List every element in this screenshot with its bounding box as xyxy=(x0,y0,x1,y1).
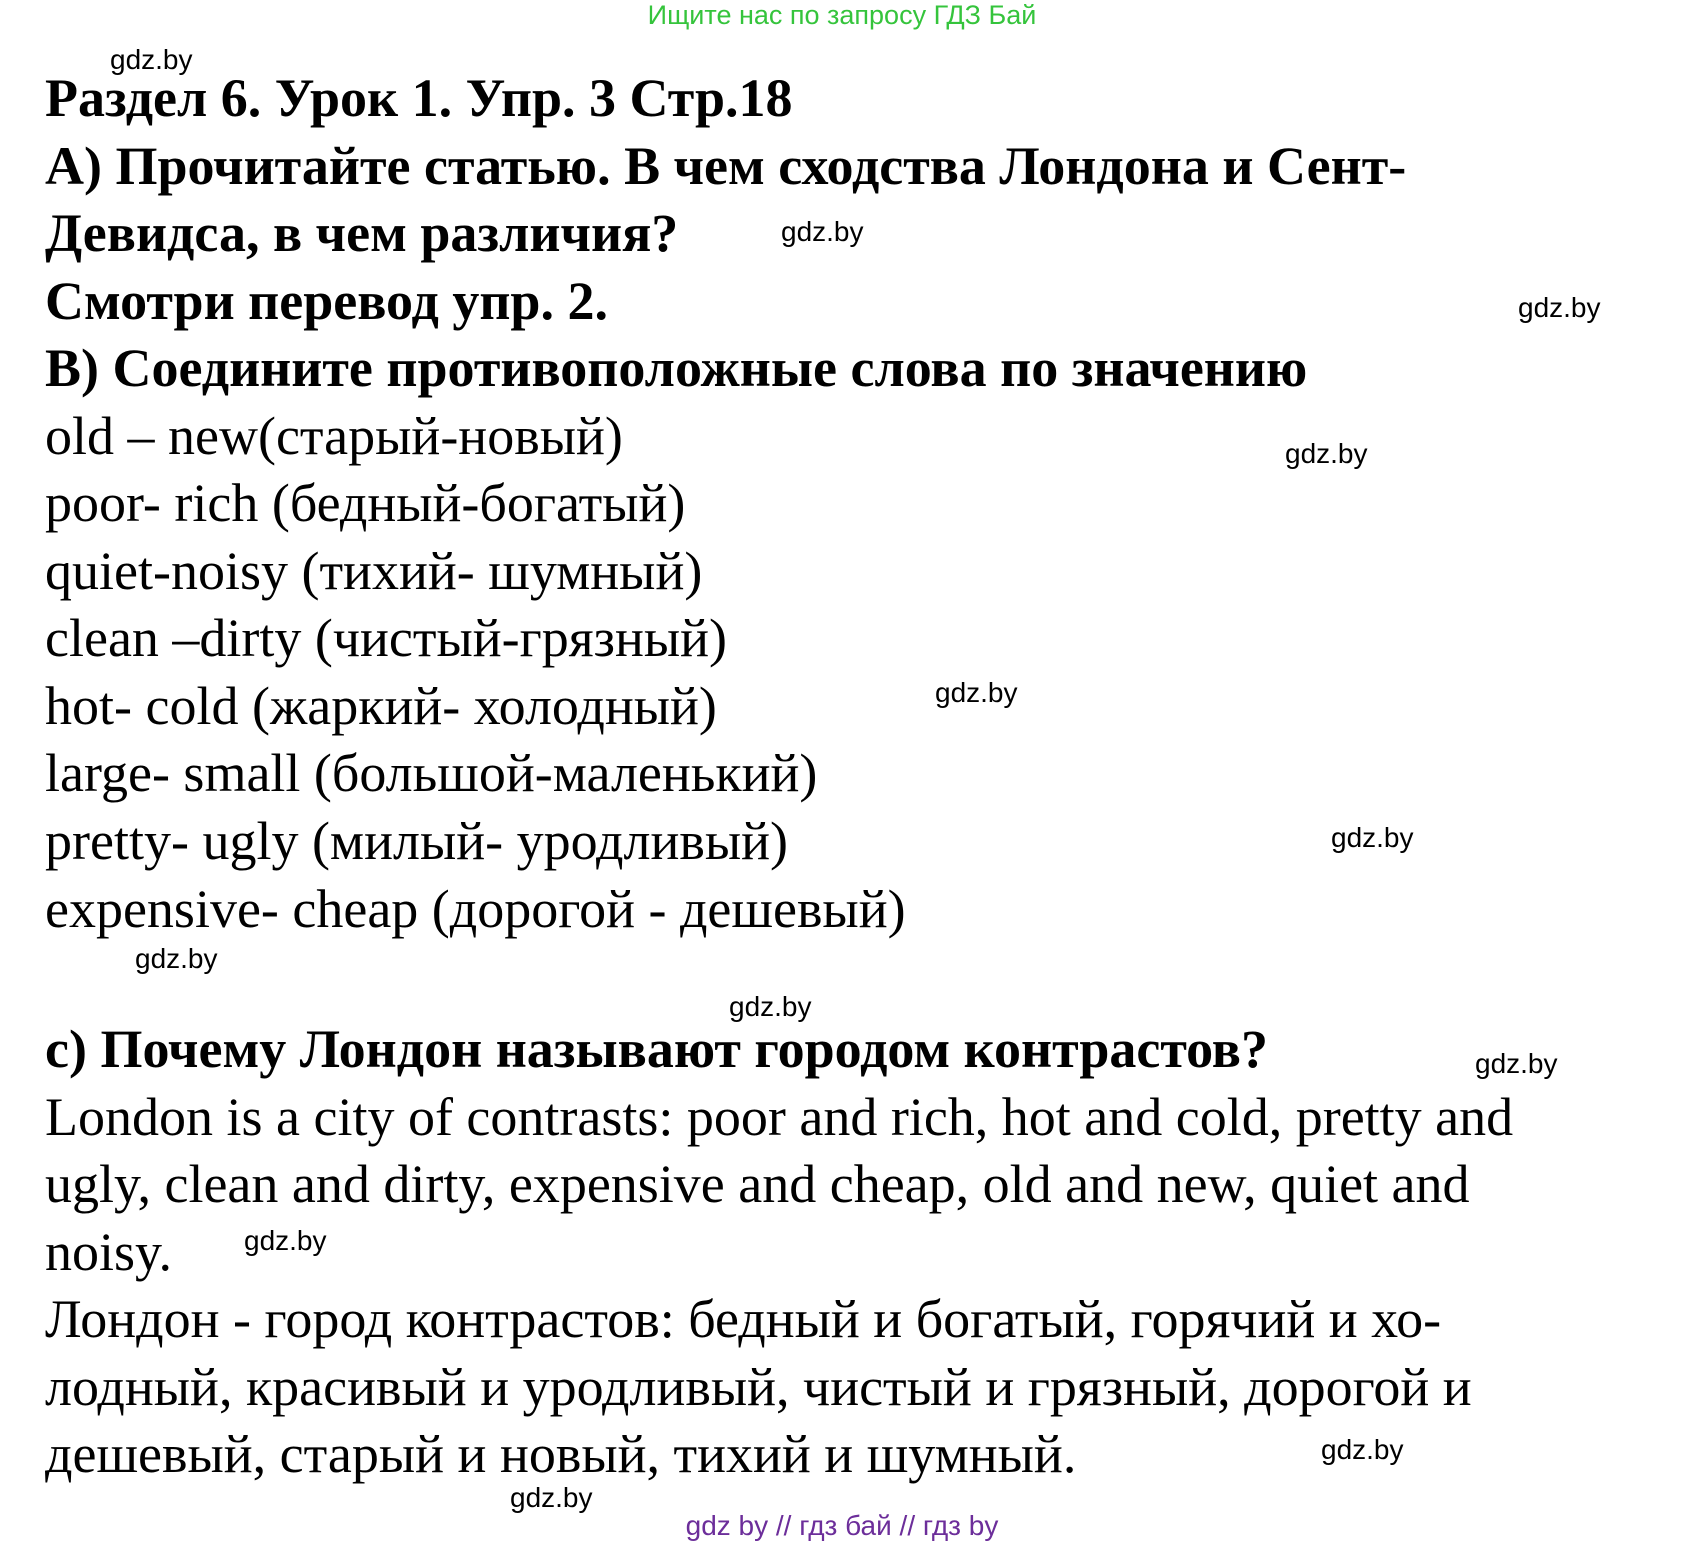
watermark: gdz.by xyxy=(781,216,864,247)
page-title: Раздел 6. Урок 1. Упр. 3 Стр.18 xyxy=(45,68,793,128)
watermark: gdz.by xyxy=(1285,438,1368,469)
task-a-note: Смотри перевод упр. 2. xyxy=(45,271,608,331)
word-pair: quiet-noisy (тихий- шумный) xyxy=(45,541,703,601)
russian-answer-line: лодный, красивый и уродливый, чистый и грязный, дорогой и xyxy=(45,1357,1472,1417)
english-answer-line: noisy. xyxy=(45,1222,173,1282)
task-b-title: B) Соедините противоположные слова по значению xyxy=(45,338,1308,398)
word-pair: hot- cold (жаркий- холодный) xyxy=(45,676,717,736)
word-pair: pretty- ugly (милый- уродливый) xyxy=(45,811,789,871)
russian-answer-line: дешевый, старый и новый, тихий и шумный. xyxy=(45,1424,1077,1484)
task-c-title: c) Почему Лондон называют городом контрастов? xyxy=(45,1019,1268,1079)
task-a-line-2: Девидса, в чем различия? xyxy=(45,203,679,263)
word-pair: clean –dirty (чистый-грязный) xyxy=(45,608,728,668)
watermark: gdz.by xyxy=(244,1225,327,1256)
task-a-line-1: A) Прочитайте статью. В чем сходства Лондона и Сент- xyxy=(45,136,1407,196)
footer-links: gdz by // гдз бай // гдз by xyxy=(685,1510,999,1541)
watermark: gdz.by xyxy=(110,44,193,75)
russian-answer-line: Лондон - город контрастов: бедный и богатый, горячий и хо- xyxy=(45,1289,1442,1349)
watermark: gdz.by xyxy=(935,677,1018,708)
watermark: gdz.by xyxy=(729,991,812,1022)
word-pair: large- small (большой-маленький) xyxy=(45,743,818,803)
watermark: gdz.by xyxy=(1331,822,1414,853)
watermark: gdz.by xyxy=(1518,292,1601,323)
word-pair: poor- rich (бедный-богатый) xyxy=(45,473,686,533)
word-pair: old – new(старый-новый) xyxy=(45,406,623,466)
search-banner: Ищите нас по запросу ГДЗ Бай xyxy=(647,0,1037,30)
watermark: gdz.by xyxy=(510,1482,593,1513)
english-answer-line: ugly, clean and dirty, expensive and cheap, old and new, quiet and xyxy=(45,1154,1470,1214)
watermark: gdz.by xyxy=(135,943,218,974)
word-pair: expensive- cheap (дорогой - дешевый) xyxy=(45,879,906,939)
watermark: gdz.by xyxy=(1321,1434,1404,1465)
watermark: gdz.by xyxy=(1475,1048,1558,1079)
english-answer-line: London is a city of contrasts: poor and rich, hot and cold, pretty and xyxy=(45,1087,1514,1147)
